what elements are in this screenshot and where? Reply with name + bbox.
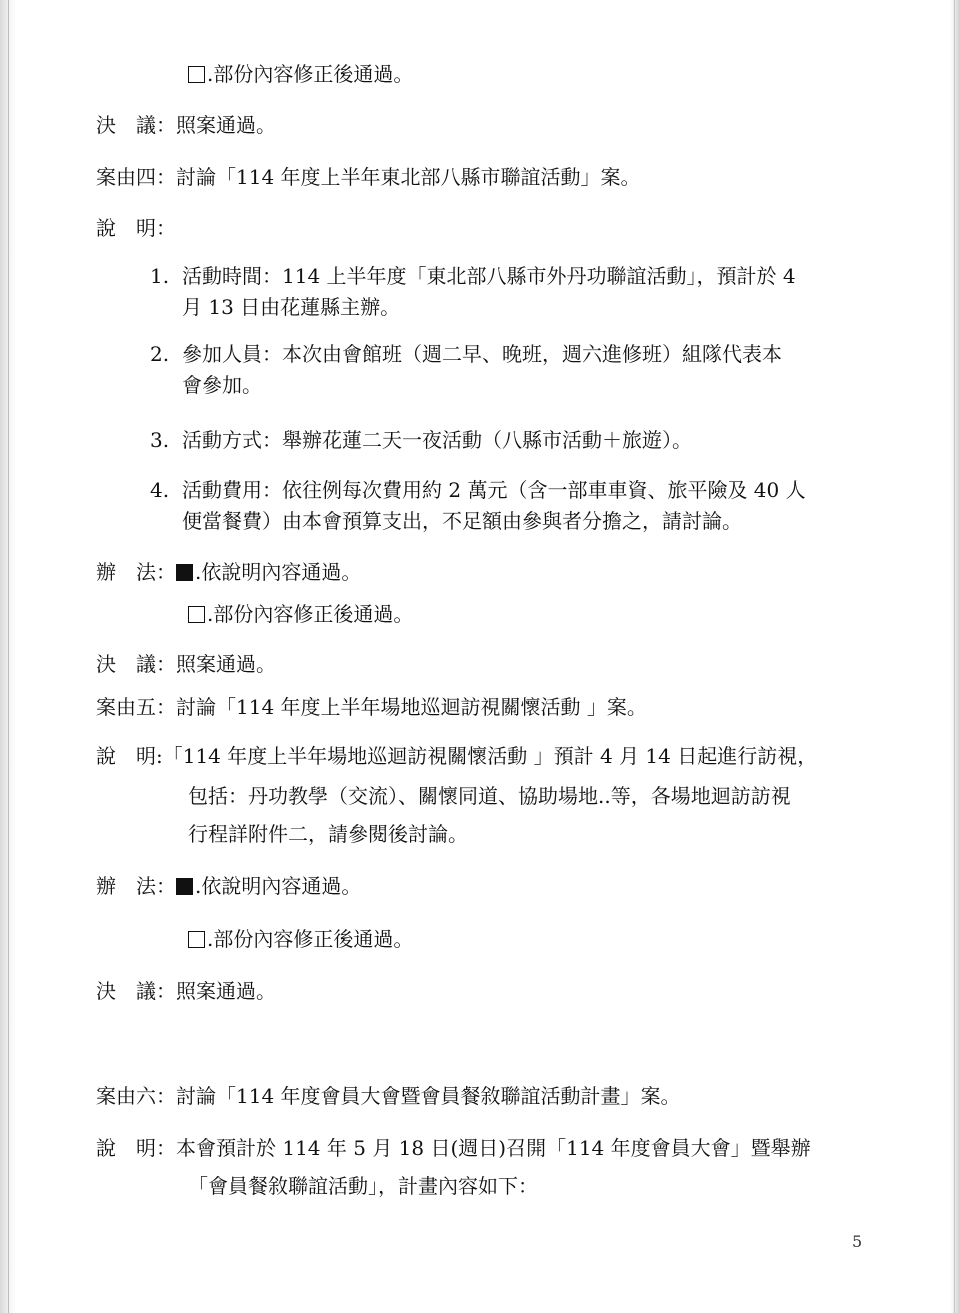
method-row-1: 辦 法： .依說明內容通過。	[96, 560, 362, 584]
case4-item4-line1: 活動費用：依往例每次費用約 2 萬元（含一部車車資、旅平險及 40 人	[182, 478, 806, 502]
case5-desc-line2: 包括：丹功教學（交流）、關懷同道、協助場地..等，各場地迴訪訪視	[188, 784, 791, 808]
case4-item2-line2: 會參加。	[182, 373, 262, 397]
case4-item3-line1: 活動方式：舉辦花蓮二天一夜活動（八縣市活動＋旅遊）。	[182, 428, 692, 452]
resolution-row-2: 決 議：照案通過。	[96, 652, 276, 676]
checkbox-filled-icon	[176, 564, 193, 581]
resolution-row-1: 決 議：照案通過。	[96, 113, 276, 137]
case6-desc-line2: 「會員餐敘聯誼活動」，計畫內容如下：	[188, 1174, 538, 1198]
checkbox-filled-icon	[176, 878, 193, 895]
case4-item1-num: 1.	[150, 264, 170, 288]
case4-item1-line1: 活動時間：114 上半年度「東北部八縣市外丹功聯誼活動」，預計於 4	[182, 264, 796, 288]
case4-item4-line2: 便當餐費）由本會預算支出，不足額由參與者分擔之，請討論。	[182, 509, 742, 533]
case5-title: 案由五：討論「114 年度上半年場地巡迴訪視關懷活動 」案。	[96, 695, 647, 719]
case6-desc-line1: 說 明：本會預計於 114 年 5 月 18 日(週日)召開「114 年度會員大會」暨舉辦	[96, 1136, 811, 1160]
option-partial-1: .部份內容修正後通過。	[188, 60, 413, 88]
method-row-2: 辦 法： .依說明內容通過。	[96, 874, 362, 898]
case4-desc-label: 說 明：	[96, 216, 176, 240]
page-number: 5	[852, 1232, 863, 1251]
case4-item2-num: 2.	[150, 342, 170, 366]
option-partial-3: .部份內容修正後通過。	[188, 925, 413, 953]
case4-item2-line1: 參加人員：本次由會館班（週二早、晚班，週六進修班）組隊代表本	[182, 342, 782, 366]
case5-desc-line1: 說 明:「114 年度上半年場地巡迴訪視關懷活動 」預計 4 月 14 日起進行訪視，	[96, 744, 818, 768]
case4-item3-num: 3.	[150, 428, 170, 452]
resolution-row-3: 決 議：照案通過。	[96, 979, 276, 1003]
case4-item4-num: 4.	[150, 478, 170, 502]
page-left-border	[8, 0, 9, 1313]
checkbox-empty-icon	[188, 606, 205, 623]
case4-item1-line2: 月 13 日由花蓮縣主辦。	[182, 295, 401, 319]
option-partial-2: .部份內容修正後通過。	[188, 600, 413, 628]
page-right-edge	[950, 0, 960, 1313]
case4-title: 案由四：討論「114 年度上半年東北部八縣市聯誼活動」案。	[96, 165, 641, 189]
page-right-border	[954, 0, 955, 1313]
checkbox-empty-icon	[188, 66, 205, 83]
case6-title: 案由六：討論「114 年度會員大會暨會員餐敘聯誼活動計畫」案。	[96, 1084, 681, 1108]
checkbox-empty-icon	[188, 931, 205, 948]
case5-desc-line3: 行程詳附件二，請參閱後討論。	[188, 822, 468, 846]
